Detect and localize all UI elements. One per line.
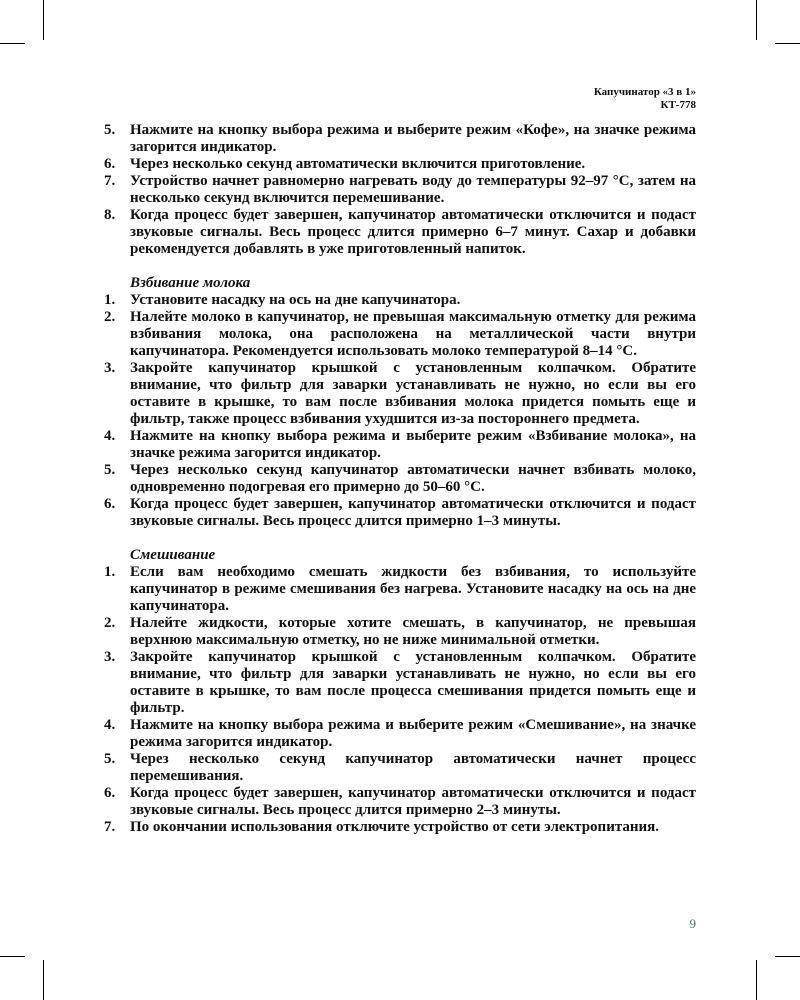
list-item <box>104 751 696 785</box>
crop-mark <box>756 960 757 1000</box>
list-item <box>104 309 696 360</box>
item-text: Когда процесс будет завершен, капучинатор автоматически отключится и подаст звуковые сигналы. Весь процесс длится примерно 2–3 минуты. <box>130 785 696 818</box>
item-text: Через несколько секунд автоматически включится приготовление. <box>130 156 586 172</box>
header-title: Капучинатор «3 в 1» <box>593 86 696 98</box>
crop-mark <box>0 956 25 957</box>
item-text: Закройте капучинатор крышкой с установленным колпачком. Обратите внимание, что фильтр для заварки устанавливать не нужно, но если вы его оставите в крышке, то вам после процесса смешивания придется помыть еще и фильтр. <box>130 649 696 716</box>
list-item <box>104 785 696 819</box>
item-text: Через несколько секунд капучинатор автоматически начнет процесс перемешивания. <box>130 751 696 784</box>
list-item <box>104 717 696 751</box>
item-text: Установите насадку на ось на дне капучинатора. <box>130 292 461 308</box>
item-text: Налейте молоко в капучинатор, не превышая максимальную отметку для режима взбивания молока, она расположена на металлической части внутри капучинатора. Рекомендуется использовать молоко температурой 8–14 °С. <box>130 309 696 359</box>
item-text: Когда процесс будет завершен, капучинатор автоматически отключится и подаст звуковые сигналы. Весь процесс длится примерно 1–3 минуты. <box>130 496 696 529</box>
list-item <box>104 292 696 309</box>
crop-mark <box>43 0 44 40</box>
list-item <box>104 496 696 530</box>
item-number: 1. <box>104 564 116 580</box>
list-item <box>104 428 696 462</box>
item-text: Если вам необходимо смешать жидкости без взбивания, то используйте капучинатор в режиме смешивания без нагрева. Установите насадку на ось на дне капучинатора. <box>130 564 696 614</box>
item-number: 3. <box>104 649 116 665</box>
page-number: 9 <box>689 916 696 931</box>
item-text: По окончании использования отключите устройство от сети электропитания. <box>130 819 660 835</box>
item-text: Устройство начнет равномерно нагревать воду до температуры 92–97 °С, затем на несколько секунд включится перемешивание. <box>130 173 696 206</box>
header-model: КТ-778 <box>660 99 696 111</box>
item-text: Налейте жидкости, которые хотите смешать, в капучинатор, не превышая верхнюю максимальную отметку, но не ниже минимальной отметки. <box>130 615 696 648</box>
item-text: Через несколько секунд капучинатор автоматически начнет взбивать молоко, одновременно подогревая его примерно до 50–60 °С. <box>130 462 696 495</box>
item-number: 6. <box>104 156 116 172</box>
crop-mark <box>43 960 44 1000</box>
list-item <box>104 462 696 496</box>
page-content <box>104 122 696 836</box>
item-number: 5. <box>104 462 116 478</box>
item-number: 8. <box>104 207 116 223</box>
list-item <box>104 819 696 836</box>
item-number: 5. <box>104 751 116 767</box>
milk-steps-list <box>104 292 696 530</box>
list-item <box>104 122 696 156</box>
item-number: 7. <box>104 173 116 189</box>
list-item <box>104 615 696 649</box>
item-number: 7. <box>104 819 116 835</box>
item-text: Нажмите на кнопку выбора режима и выберите режим «Кофе», на значке режима загорится индикатор. <box>130 122 696 155</box>
item-text: Нажмите на кнопку выбора режима и выберите режим «Смешивание», на значке режима загорится индикатор. <box>130 717 696 750</box>
item-text: Закройте капучинатор крышкой с установленным колпачком. Обратите внимание, что фильтр для заварки устанавливать не нужно, но если вы его оставите в крышке, то вам после взбивания молока придется помыть еще и фильтр, также процесс взбивания ухудшится из-за постороннего предмета. <box>130 360 696 427</box>
list-item <box>104 156 696 173</box>
item-number: 3. <box>104 360 116 376</box>
item-number: 6. <box>104 785 116 801</box>
item-number: 1. <box>104 292 116 308</box>
item-number: 5. <box>104 122 116 138</box>
running-header <box>594 86 696 112</box>
item-number: 4. <box>104 717 116 733</box>
section-heading-milk: Взбивание молока <box>130 275 251 291</box>
crop-mark <box>775 43 800 44</box>
section-heading-mixing: Смешивание <box>130 547 216 563</box>
crop-mark <box>756 0 757 40</box>
crop-mark <box>775 956 800 957</box>
crop-mark <box>0 43 25 44</box>
intro-steps-list <box>104 122 696 258</box>
item-number: 6. <box>104 496 116 512</box>
item-number: 2. <box>104 615 116 631</box>
list-item <box>104 649 696 717</box>
item-text: Когда процесс будет завершен, капучинатор автоматически отключится и подаст звуковые сигналы. Весь процесс длится примерно 6–7 минут. Сахар и добавки рекомендуется добавлять в уже приготовленный напиток. <box>130 207 696 257</box>
mixing-steps-list <box>104 564 696 836</box>
item-text: Нажмите на кнопку выбора режима и выберите режим «Взбивание молока», на значке режима загорится индикатор. <box>130 428 696 461</box>
list-item <box>104 360 696 428</box>
list-item <box>104 564 696 615</box>
item-number: 2. <box>104 309 116 325</box>
list-item <box>104 207 696 258</box>
item-number: 4. <box>104 428 116 444</box>
list-item <box>104 173 696 207</box>
